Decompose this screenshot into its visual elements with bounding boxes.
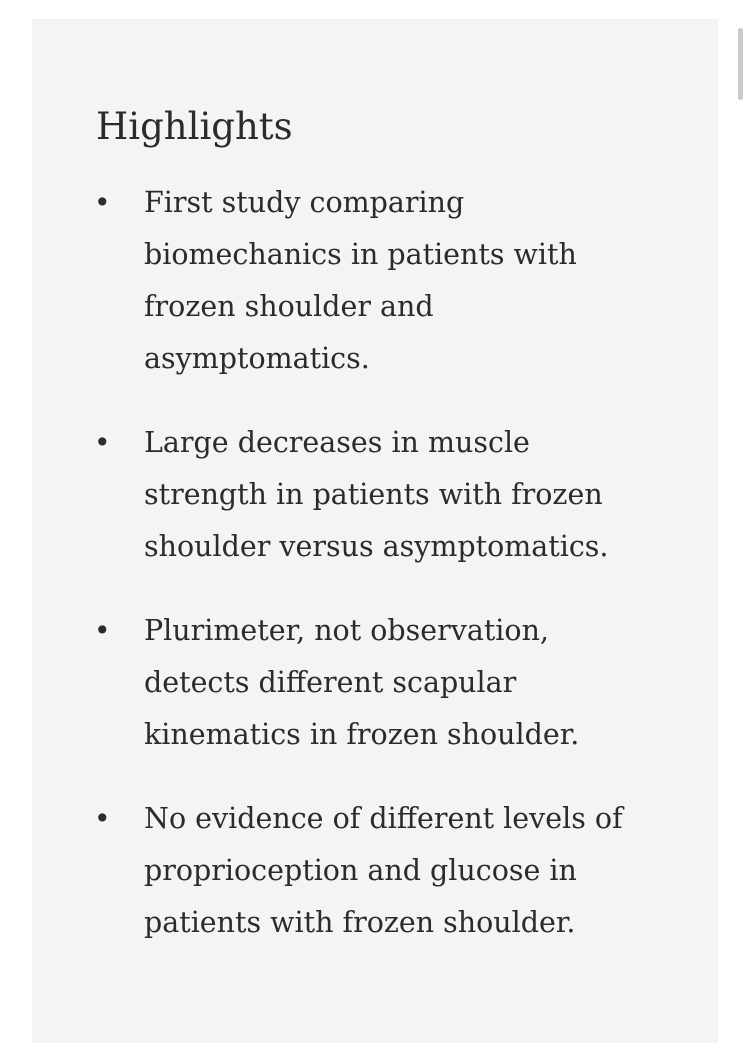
highlights-panel <box>32 19 718 1043</box>
bullet-icon: • <box>94 426 111 459</box>
highlight-text: No evidence of different levels of proprioception and glucose in patients with frozen shoulder. <box>144 802 623 939</box>
scrollbar-track[interactable] <box>734 19 750 1043</box>
bullet-icon: • <box>94 614 111 647</box>
highlight-item <box>32 605 718 761</box>
highlight-text: Large decreases in muscle strength in patients with frozen shoulder versus asymptomatics. <box>144 426 609 563</box>
highlights-list <box>32 177 718 981</box>
highlight-item <box>32 793 718 949</box>
scrollbar-thumb[interactable] <box>738 28 743 100</box>
highlight-text: First study comparing biomechanics in patients with frozen shoulder and asymptomatics. <box>144 186 577 375</box>
bullet-icon: • <box>94 802 111 835</box>
highlights-title: Highlights <box>96 105 293 148</box>
highlight-item <box>32 417 718 573</box>
highlight-item <box>32 177 718 385</box>
highlight-text: Plurimeter, not observation, detects different scapular kinematics in frozen shoulder. <box>144 614 580 751</box>
bullet-icon: • <box>94 186 111 219</box>
